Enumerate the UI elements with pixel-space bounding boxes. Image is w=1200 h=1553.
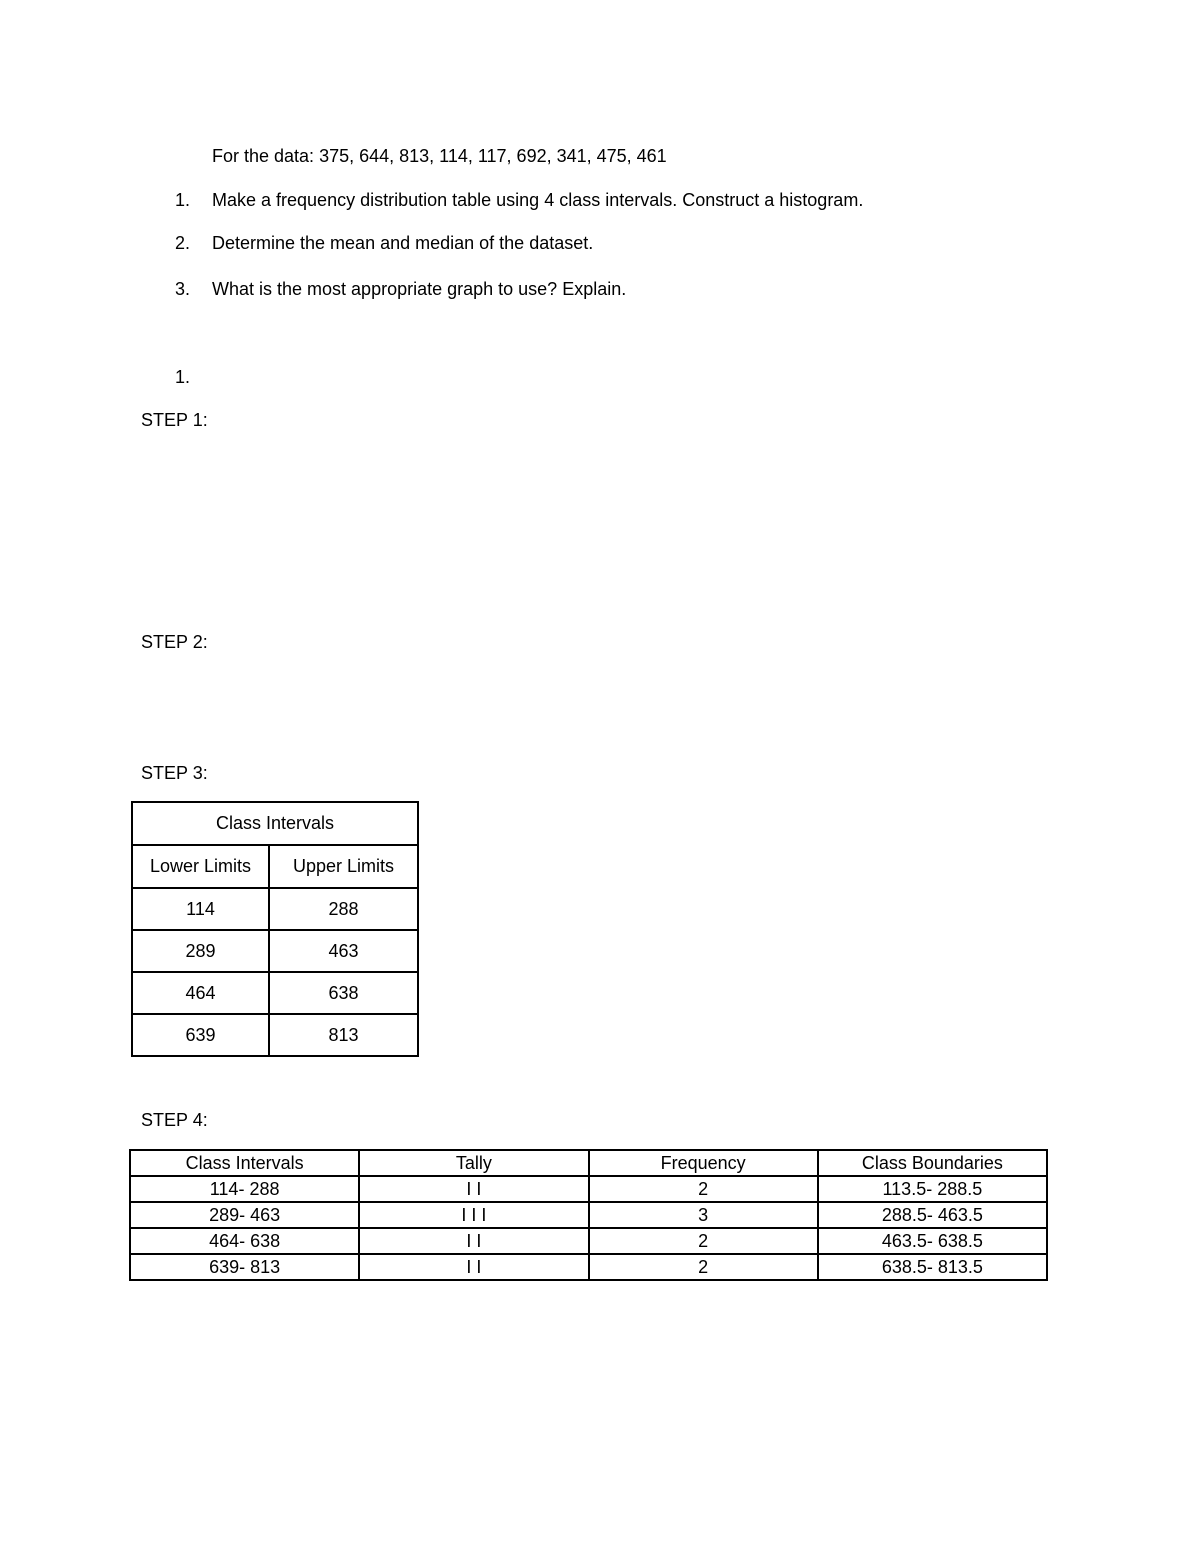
upper-limit-cell: 463 xyxy=(269,930,418,972)
tally-cell: I I xyxy=(359,1254,588,1280)
step-heading: STEP 1: xyxy=(141,410,208,430)
tally-cell: I I I xyxy=(359,1202,588,1228)
frequency-cell: 3 xyxy=(589,1202,818,1228)
table-header-row xyxy=(130,1150,1047,1176)
class-boundary-cell: 113.5- 288.5 xyxy=(818,1176,1047,1202)
upper-limit-cell: 813 xyxy=(269,1014,418,1056)
table-row xyxy=(132,930,418,972)
frequency-cell: 2 xyxy=(589,1176,818,1202)
question-text: What is the most appropriate graph to use? Explain. xyxy=(212,279,627,299)
table-title-row xyxy=(132,802,418,845)
class-interval-cell: 639- 813 xyxy=(130,1254,359,1280)
table-row xyxy=(130,1254,1047,1280)
frequency-cell: 2 xyxy=(589,1254,818,1280)
table-row xyxy=(130,1202,1047,1228)
table-row xyxy=(130,1228,1047,1254)
class-boundary-cell: 288.5- 463.5 xyxy=(818,1202,1047,1228)
class-interval-cell: 114- 288 xyxy=(130,1176,359,1202)
question-number: 2. xyxy=(175,233,191,253)
table-row xyxy=(132,1014,418,1056)
intro-line xyxy=(212,145,667,167)
header-tally: Tally xyxy=(359,1150,588,1176)
header-class-intervals: Class Intervals xyxy=(130,1150,359,1176)
step-heading: STEP 2: xyxy=(141,632,208,652)
intro-prefix: For the data: xyxy=(212,146,320,166)
lower-limit-cell: 114 xyxy=(132,888,269,930)
lower-limit-cell: 464 xyxy=(132,972,269,1014)
frequency-table xyxy=(129,1149,1048,1281)
answer-number: 1. xyxy=(175,367,191,387)
header-frequency: Frequency xyxy=(589,1150,818,1176)
header-lower-limits: Lower Limits xyxy=(132,845,269,888)
question-number: 1. xyxy=(175,190,191,210)
class-boundary-cell: 638.5- 813.5 xyxy=(818,1254,1047,1280)
table-row xyxy=(132,972,418,1014)
tally-cell: I I xyxy=(359,1228,588,1254)
lower-limit-cell: 639 xyxy=(132,1014,269,1056)
table-row xyxy=(132,888,418,930)
question-text: Determine the mean and median of the dataset. xyxy=(212,233,594,253)
class-boundary-cell: 463.5- 638.5 xyxy=(818,1228,1047,1254)
header-class-boundaries: Class Boundaries xyxy=(818,1150,1047,1176)
step-heading: STEP 3: xyxy=(141,763,208,783)
frequency-cell: 2 xyxy=(589,1228,818,1254)
tally-cell: I I xyxy=(359,1176,588,1202)
upper-limit-cell: 288 xyxy=(269,888,418,930)
upper-limit-cell: 638 xyxy=(269,972,418,1014)
table-row xyxy=(130,1176,1047,1202)
question-text: Make a frequency distribution table using 4 class intervals. Construct a histogram. xyxy=(212,190,864,210)
table-title: Class Intervals xyxy=(132,802,418,845)
class-limits-table xyxy=(131,801,419,1057)
class-interval-cell: 289- 463 xyxy=(130,1202,359,1228)
class-interval-cell: 464- 638 xyxy=(130,1228,359,1254)
table-header-row xyxy=(132,845,418,888)
header-upper-limits: Upper Limits xyxy=(269,845,418,888)
question-number: 3. xyxy=(175,279,191,299)
lower-limit-cell: 289 xyxy=(132,930,269,972)
intro-values: 375, 644, 813, 114, 117, 692, 341, 475, 461 xyxy=(319,146,667,166)
step-heading: STEP 4: xyxy=(141,1110,208,1130)
